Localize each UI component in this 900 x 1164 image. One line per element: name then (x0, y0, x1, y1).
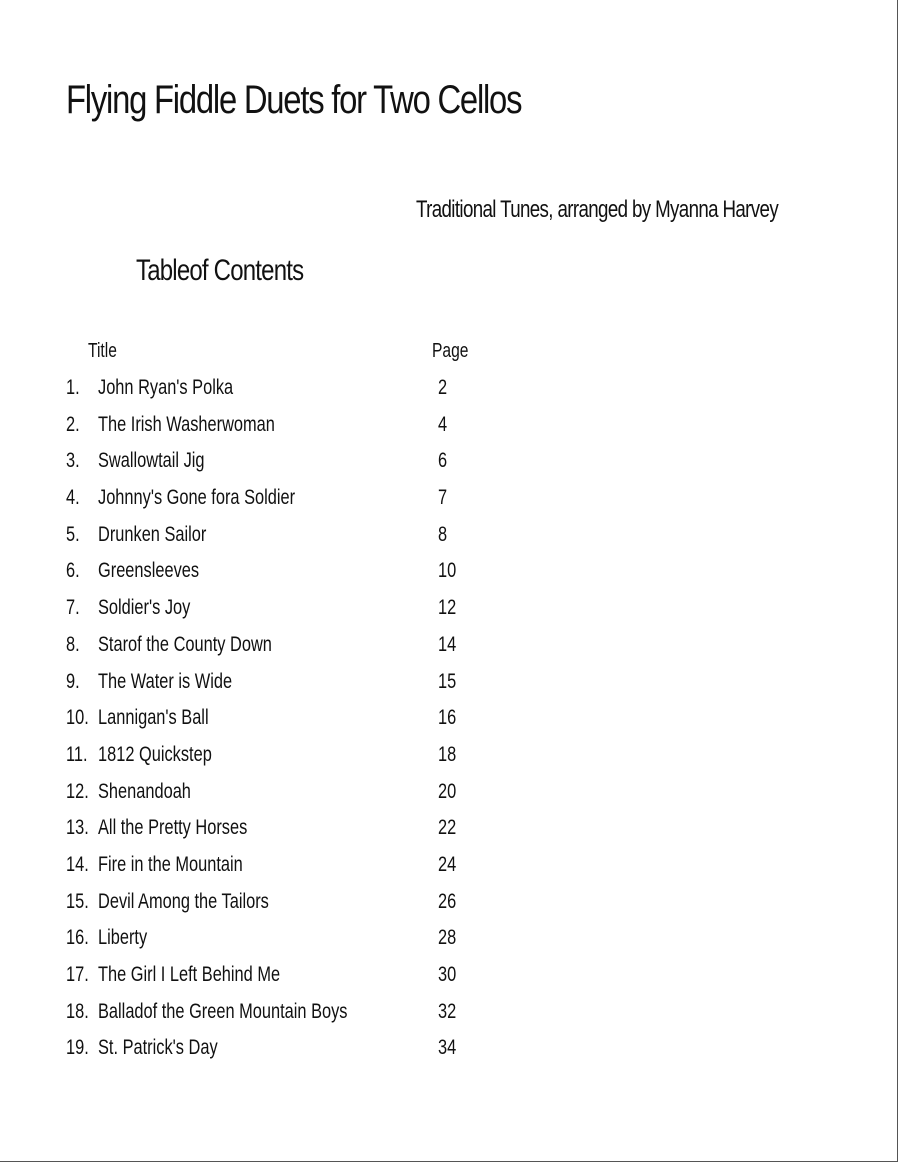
toc-column-page: Page (432, 340, 469, 362)
toc-entry-page: 16 (438, 706, 457, 730)
toc-entry (66, 1036, 526, 1073)
toc-entry (66, 633, 526, 670)
toc-entry-number: 3. (66, 449, 80, 473)
toc-entry-page: 4 (438, 412, 448, 436)
toc-entry-title: Lannigan's Ball (98, 706, 209, 730)
toc-entry-title: Balladof the Green Mountain Boys (98, 999, 348, 1023)
toc-entry-number: 4. (66, 486, 80, 510)
toc-entry-page: 6 (438, 449, 448, 473)
toc-list (66, 376, 526, 1073)
toc-entry-number: 16. (66, 926, 89, 950)
toc-entry-page: 30 (438, 963, 457, 986)
toc-entry-page: 7 (438, 486, 448, 510)
toc-entry-number: 10. (66, 706, 89, 730)
document-subtitle: Traditional Tunes, arranged by Myanna Harvey (416, 196, 779, 223)
toc-entry-title: Liberty (98, 926, 148, 950)
toc-entry-title: Devil Among the Tailors (98, 889, 269, 913)
toc-entry-title: Starof the County Down (98, 632, 272, 656)
toc-entry-page: 22 (438, 816, 457, 840)
toc-entry-number: 12. (66, 779, 89, 803)
toc-entry (66, 559, 526, 596)
toc-entry-title: Swallowtail Jig (98, 449, 205, 473)
toc-entry-number: 18. (66, 999, 89, 1023)
toc-entry-title: The Water is Wide (98, 669, 233, 693)
toc-entry-number: 14. (66, 852, 89, 876)
toc-entry-page: 24 (438, 852, 457, 876)
toc-entry-page: 32 (438, 999, 457, 1023)
toc-entry-number: 11. (66, 742, 88, 766)
toc-entry-number: 13. (66, 816, 89, 840)
toc-entry (66, 596, 526, 633)
toc-entry-title: John Ryan's Polka (98, 376, 234, 399)
toc-entry-number: 5. (66, 522, 80, 546)
toc-entry (66, 780, 526, 817)
toc-entry (66, 853, 526, 890)
toc-entry-title: Soldier's Joy (98, 596, 191, 620)
toc-entry-page: 20 (438, 779, 457, 803)
toc-entry-page: 14 (438, 632, 457, 656)
toc-entry (66, 963, 526, 1000)
toc-entry-title: The Irish Washerwoman (98, 412, 275, 436)
toc-entry-page: 18 (438, 742, 457, 766)
toc-entry-page: 28 (438, 926, 457, 950)
toc-entry-page: 10 (438, 559, 457, 583)
toc-entry-number: 6. (66, 559, 80, 583)
toc-entry-page: 12 (438, 596, 457, 620)
toc-entry (66, 743, 526, 780)
toc-entry (66, 706, 526, 743)
toc-column-title: Title (88, 340, 117, 362)
toc-entry (66, 816, 526, 853)
toc-entry (66, 449, 526, 486)
toc-entry (66, 1000, 526, 1037)
toc-entry-page: 2 (438, 376, 448, 399)
toc-entry-title: Drunken Sailor (98, 522, 207, 546)
toc-entry-number: 1. (66, 376, 80, 399)
toc-entry-number: 15. (66, 889, 89, 913)
toc-entry (66, 413, 526, 450)
toc-entry-page: 8 (438, 522, 448, 546)
toc-entry-title: Shenandoah (98, 779, 191, 803)
toc-entry-title: The Girl I Left Behind Me (98, 963, 281, 986)
toc-entry-number: 19. (66, 1036, 89, 1060)
toc-entry-number: 9. (66, 669, 80, 693)
toc-entry-page: 34 (438, 1036, 457, 1060)
toc-entry-number: 2. (66, 412, 80, 436)
toc-entry-number: 7. (66, 596, 80, 620)
toc-entry-number: 17. (66, 963, 89, 986)
toc-entry-page: 26 (438, 889, 457, 913)
toc-entry-number: 8. (66, 632, 80, 656)
toc-entry-title: All the Pretty Horses (98, 816, 248, 840)
toc-entry-title: Johnny's Gone fora Soldier (98, 486, 296, 510)
toc-entry-title: 1812 Quickstep (98, 742, 212, 766)
toc-entry-title: Fire in the Mountain (98, 852, 243, 876)
toc-entry (66, 486, 526, 523)
toc-entry (66, 926, 526, 963)
toc-entry (66, 523, 526, 560)
toc-entry (66, 670, 526, 707)
document-title: Flying Fiddle Duets for Two Cellos (66, 78, 522, 122)
toc-entry-title: Greensleeves (98, 559, 200, 583)
toc-entry-page: 15 (438, 669, 457, 693)
toc-entry (66, 376, 526, 413)
toc-entry-title: St. Patrick's Day (98, 1036, 218, 1060)
toc-heading: Tableof Contents (136, 254, 304, 287)
toc-entry (66, 890, 526, 927)
